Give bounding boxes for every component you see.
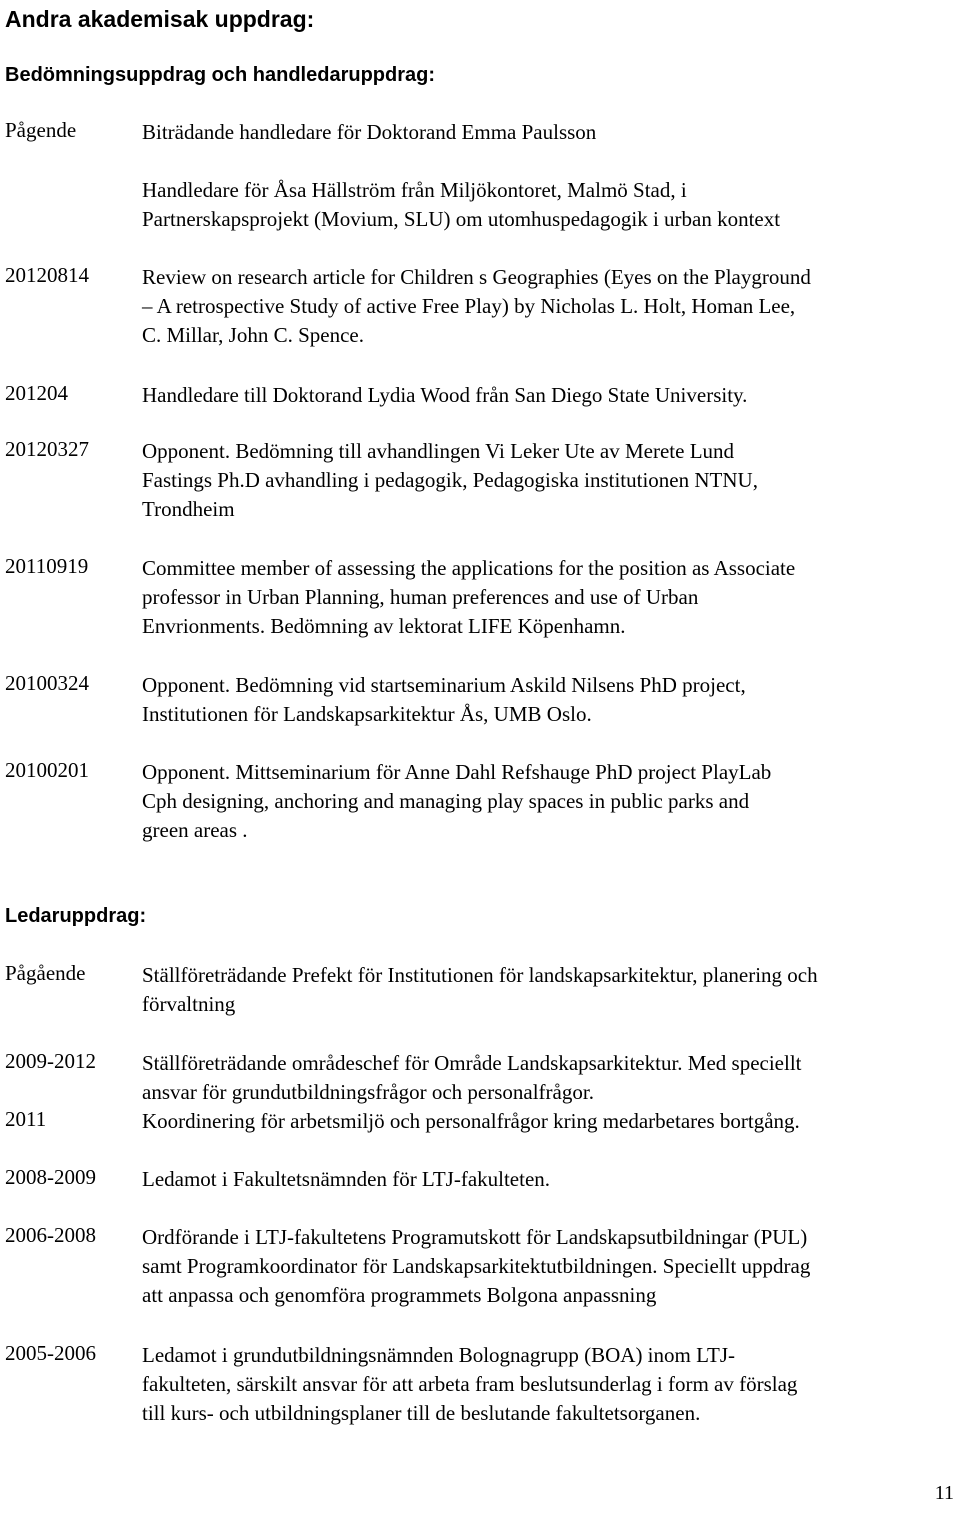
main-heading: Andra akademisak uppdrag:	[5, 6, 315, 32]
entry-date: Pågående	[5, 961, 86, 985]
entry-date: 2006-2008	[5, 1223, 96, 1247]
entry-text: Opponent. Mittseminarium för Anne Dahl Refshauge PhD project PlayLab	[142, 760, 772, 784]
entry-date: 2009-2012	[5, 1049, 96, 1073]
entry-date: 20120814	[5, 263, 89, 287]
entry-text: Koordinering för arbetsmiljö och personalfrågor kring medarbetares bortgång.	[142, 1109, 800, 1133]
entry-text: – A retrospective Study of active Free Play) by Nicholas L. Holt, Homan Lee,	[142, 294, 796, 318]
entry-text: att anpassa och genomföra programmets Bolgona anpassning	[142, 1283, 657, 1307]
entry-date: 2008-2009	[5, 1165, 96, 1189]
entry-text: C. Millar, John C. Spence.	[142, 323, 364, 347]
entry-text: Envrionments. Bedömning av lektorat LIFE Köpenhamn.	[142, 614, 626, 638]
entry-text: Handledare till Doktorand Lydia Wood från San Diego State University.	[142, 383, 748, 407]
entry-text: Handledare för Åsa Hällström från Miljökontoret, Malmö Stad, i	[142, 178, 687, 202]
entry-date: 2005-2006	[5, 1341, 96, 1365]
entry-text: Committee member of assessing the applications for the position as Associate	[142, 556, 796, 580]
entry-text: Ledamot i Fakultetsnämnden för LTJ-fakulteten.	[142, 1167, 551, 1191]
entry-date: 20120327	[5, 437, 89, 461]
entry-text: Biträdande handledare för Doktorand Emma Paulsson	[142, 120, 597, 144]
entry-text: Partnerskapsprojekt (Movium, SLU) om utomhuspedagogik i urban kontext	[142, 207, 781, 231]
entry-date: 201204	[5, 381, 68, 405]
entry-date: 2011	[5, 1107, 47, 1131]
entry-text: Ställföreträdande områdeschef för Område Landskapsarkitektur. Med speciellt	[142, 1051, 802, 1075]
entry-text: fakulteten, särskilt ansvar för att arbeta fram beslutsunderlag i form av förslag	[142, 1372, 798, 1396]
entry-text: Ställföreträdande Prefekt för Institutionen för landskapsarkitektur, planering och	[142, 963, 818, 987]
entry-text: Review on research article for Children s Geographies (Eyes on the Playground	[142, 265, 811, 289]
entry-text: förvaltning	[142, 992, 236, 1016]
entry-text: professor in Urban Planning, human preferences and use of Urban	[142, 585, 699, 609]
leadership-heading: Ledaruppdrag:	[5, 905, 147, 927]
entry-date: 20100201	[5, 758, 89, 782]
entry-text: till kurs- och utbildningsplaner till de beslutande fakultetsorganen.	[142, 1401, 701, 1425]
entry-text: samt Programkoordinator för Landskapsarkitektutbildningen. Speciellt uppdrag	[142, 1254, 811, 1278]
page-number: 11	[934, 1482, 954, 1504]
assessment-heading: Bedömningsuppdrag och handledaruppdrag:	[5, 64, 435, 86]
entry-text: Ordförande i LTJ-fakultetens Programutskott för Landskapsutbildningar (PUL)	[142, 1225, 808, 1249]
entry-date: Pågende	[5, 118, 77, 142]
entry-text: Opponent. Bedömning till avhandlingen Vi Leker Ute av Merete Lund	[142, 439, 735, 463]
entry-text: Institutionen för Landskapsarkitektur Ås, UMB Oslo.	[142, 702, 592, 726]
entry-date: 20100324	[5, 671, 89, 695]
entry-text: Opponent. Bedömning vid startseminarium Askild Nilsens PhD project,	[142, 673, 746, 697]
entry-text: green areas .	[142, 818, 248, 842]
entry-text: Trondheim	[142, 497, 235, 521]
entry-text: Fastings Ph.D avhandling i pedagogik, Pedagogiska institutionen NTNU,	[142, 468, 758, 492]
entry-text: Cph designing, anchoring and managing play spaces in public parks and	[142, 789, 750, 813]
entry-date: 20110919	[5, 554, 89, 578]
entry-text: Ledamot i grundutbildningsnämnden Bolognagrupp (BOA) inom LTJ-	[142, 1343, 735, 1367]
entry-text: ansvar för grundutbildningsfrågor och personalfrågor.	[142, 1080, 594, 1104]
